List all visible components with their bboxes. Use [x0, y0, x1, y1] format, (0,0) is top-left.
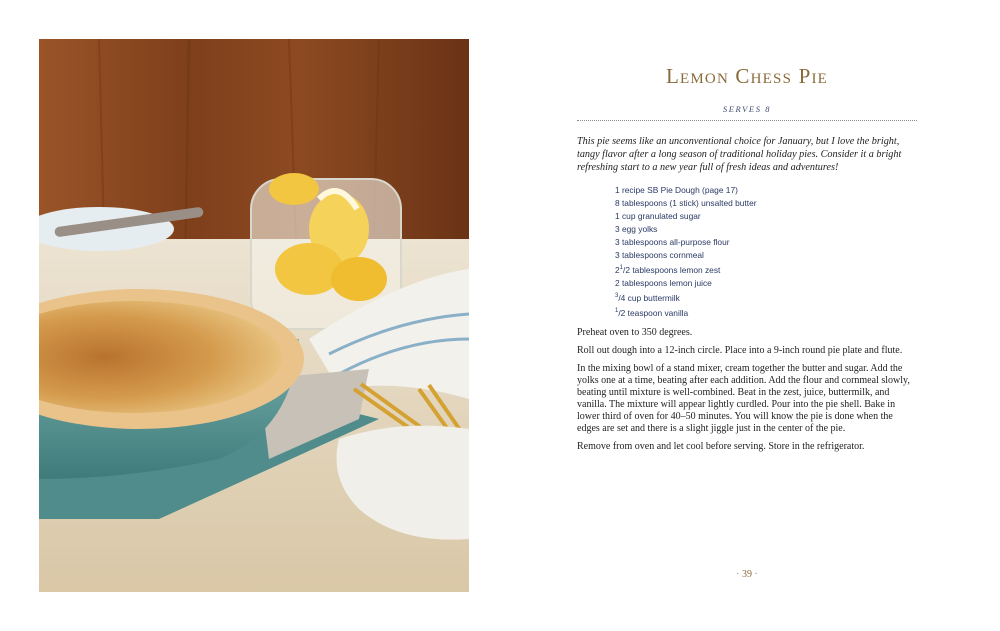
ingredient-item: 3 tablespoons cornmeal: [615, 250, 704, 260]
step-paragraph: Remove from oven and let cool before serving. Store in the refrigerator.: [577, 441, 865, 452]
ingredients-list: [615, 184, 915, 319]
ingredient-item: $^3$/4 cup buttermilk: [615, 292, 680, 303]
page-ornament-right: ·: [754, 569, 758, 580]
serves-label: SERVES 8: [722, 104, 772, 114]
ingredient-item: 8 tablespoons (1 stick) unsalted butter: [615, 198, 757, 208]
recipe-title: Lemon Chess Pie: [665, 64, 829, 88]
recipe-intro: This pie seems like an unconventional choice for January, but I love the bright, tangy flavor after a long season of traditional holiday pies. Consider it a bright refreshing start to a new year full of fresh ideas and adventures!: [577, 136, 902, 173]
ingredient-item: 1 cup granulated sugar: [615, 211, 701, 221]
pie-photo-illustration: [39, 39, 469, 592]
recipe-page: [577, 0, 917, 631]
ingredient-item: 3 egg yolks: [615, 224, 658, 234]
page-ornament-left: ·: [736, 569, 740, 580]
ingredient-item: 1 recipe SB Pie Dough (page 17): [615, 185, 738, 195]
ingredient-item: 2 tablespoons lemon juice: [615, 277, 712, 288]
step-paragraph: Preheat oven to 350 degrees.: [577, 327, 693, 338]
dotted-divider: [577, 120, 917, 121]
recipe-photo: [39, 39, 469, 592]
page-number-value: 39: [742, 569, 752, 580]
ingredient-item: 3 tablespoons all-purpose flour: [615, 237, 730, 247]
page-number: [577, 569, 917, 580]
ingredient-item: $2^1/2$ tablespoons lemon zest: [615, 264, 721, 275]
step-paragraph: Roll out dough into a 12-inch circle. Place into a 9-inch round pie plate and flute.: [577, 345, 903, 356]
step-paragraph: In the mixing bowl of a stand mixer, cream together the butter and sugar. Add the yolks one at a time, beating after each addition. Add the flour and cornmeal slowly, beating until mixture is well-combined. Beat in the zest, juice, buttermilk, and vanilla. The mixture will appear lightly curdled. Pour into the pie shell. Bake in lower third of oven for 40–50 minutes. You will know the pie is done when the edges are set and there is a slight jiggle just in the center of the pie.: [577, 363, 910, 434]
ingredient-item: $^1$/2 teaspoon vanilla: [615, 307, 689, 318]
recipe-steps: [577, 327, 917, 459]
